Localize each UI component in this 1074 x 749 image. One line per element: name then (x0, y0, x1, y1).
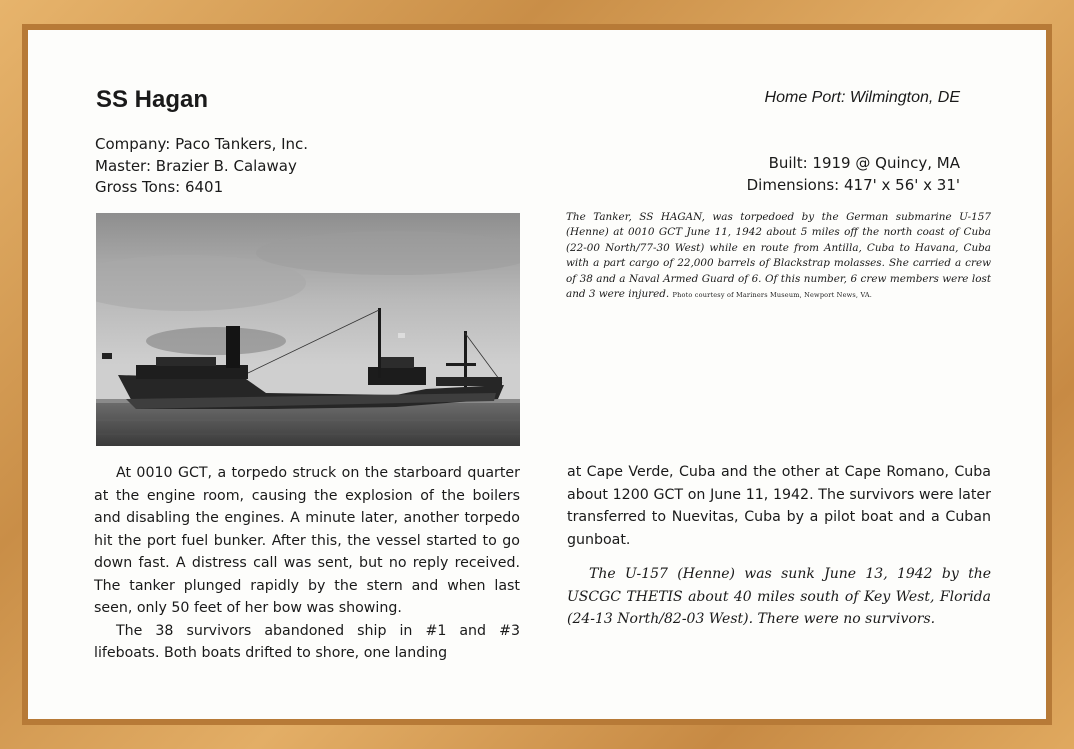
photo-caption (566, 210, 991, 303)
body-paragraph-1: At 0010 GCT, a torpedo struck on the starboard quarter at the engine room, causing the explosion of the boilers and disabling the engines. A minute later, another torpedo hit the port fuel bunker. After this, the vessel started to go down fast. A distress call was sent, but no reply received. The tanker plunged rapidly by the stern and when last seen, only 50 feet of her bow was showing. (94, 465, 520, 616)
company-line: Company: Paco Tankers, Inc. (95, 135, 309, 153)
body-paragraph-2-continued: at Cape Verde, Cuba and the other at Cape Romano, Cuba about 1200 GCT on June 11, 1942. The survivors were later transferred to Nuevitas, Cuba by a pilot boat and a Cuban gunboat. (567, 464, 991, 548)
home-port: Home Port: Wilmington, DE (764, 89, 960, 106)
epilogue-paragraph: The U-157 (Henne) was sunk June 13, 1942 by the USCGC THETIS about 40 miles south of Key West, Florida (24-13 North/82-03 West). There were no survivors. (567, 566, 991, 627)
tanker-photo-image (96, 213, 520, 446)
gross-tons-line: Gross Tons: 6401 (95, 178, 224, 196)
caption-text: The Tanker, SS HAGAN, was torpedoed by the German submarine U-157 (Henne) at 0010 GCT June 11, 1942 about 5 miles off the north coast of Cuba (22-00 North/77-30 West) while en route from Antilla, Cuba to Havana, Cuba with a part cargo of 22,000 barrels of Blackstrap molasses. She carried a crew of 38 and a Naval Armed Guard of 6. Of this number, 6 crew members were lost and 3 were injured. (566, 211, 991, 301)
built-line: Built: 1919 @ Quincy, MA (768, 154, 960, 172)
ship-photo (96, 213, 520, 446)
ship-details-right (747, 153, 960, 196)
document-page (28, 30, 1046, 719)
photo-credit: Photo courtesy of Mariners Museum, Newport News, VA. (672, 291, 873, 300)
body-column-right (567, 461, 991, 631)
body-paragraph-2: The 38 survivors abandoned ship in #1 and #3 lifeboats. Both boats drifted to shore, one landing (94, 622, 520, 661)
master-line: Master: Brazier B. Calaway (95, 156, 297, 175)
page-title: SS Hagan (96, 86, 209, 113)
ship-details-left (95, 134, 308, 199)
dimensions-line: Dimensions: 417' x 56' x 31' (746, 175, 960, 194)
body-column-left (94, 462, 520, 665)
